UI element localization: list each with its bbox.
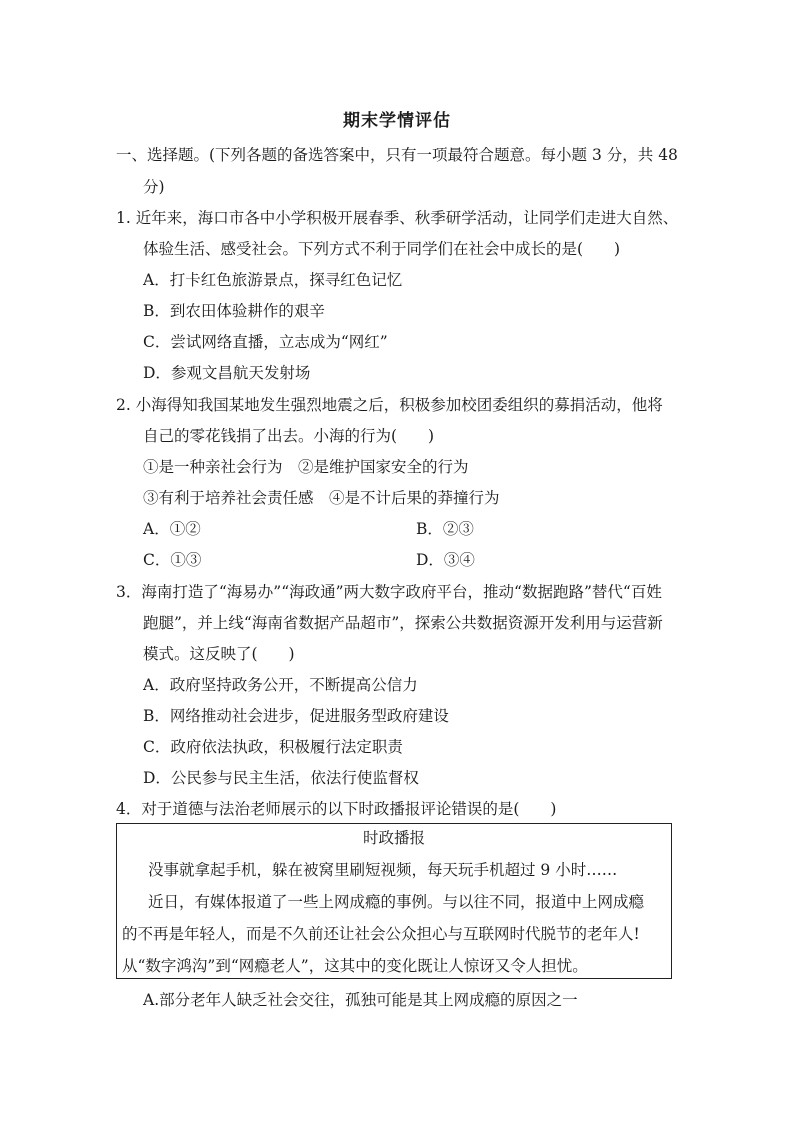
q2-statements-line2: ③有利于培养社会责任感 ④是不计后果的莽撞行为 xyxy=(143,489,500,507)
news-box-line1: 没事就拿起手机，躲在被窝里刷短视频，每天玩手机超过 9 小时…… xyxy=(148,861,618,879)
q4-stem-line1: 4．对于道德与法治老师展示的以下时政播报评论错误的是( ) xyxy=(116,800,557,818)
q2-option-b: B．②③ xyxy=(416,520,474,538)
q2-stem-line1: 2. 小海得知我国某地发生强烈地震之后，积极参加校团委组织的募捐活动，他将 xyxy=(116,396,663,414)
q3-stem-line1: 3．海南打造了“海易办”“海政通”两大数字政府平台，推动“数据跑路”替代“百姓 xyxy=(116,583,662,601)
news-box-line4: 从“数字鸿沟”到“网瘾老人”，这其中的变化既让人惊讶又令人担忧。 xyxy=(122,957,588,975)
page-title: 期末学情评估 xyxy=(343,111,451,131)
q1-stem-line2: 体验生活、感受社会。下列方式不利于同学们在社会中成长的是( ) xyxy=(143,240,621,258)
q3-stem-line2: 跑腿”，并上线“海南省数据产品超市”，探索公共数据资源开发利用与运营新 xyxy=(143,614,663,632)
q4-option-a: A.部分老年人缺乏社会交往，孤独可能是其上网成瘾的原因之一 xyxy=(143,991,578,1009)
news-box-line3: 的不再是年轻人，而是不久前还让社会公众担心与互联网时代脱节的老年人! xyxy=(122,925,640,943)
q2-option-c: C．①③ xyxy=(143,551,202,569)
q1-option-c: C．尝试网络直播，立志成为“网红” xyxy=(143,333,388,351)
q3-option-d: D．公民参与民主生活，依法行使监督权 xyxy=(143,769,419,787)
q1-option-a: A．打卡红色旅游景点，探寻红色记忆 xyxy=(143,271,403,289)
q2-stem-line2: 自己的零花钱捐了出去。小海的行为( ) xyxy=(143,427,435,445)
q3-option-a: A．政府坚持政务公开，不断提高公信力 xyxy=(143,676,418,694)
section-heading-cont: 分) xyxy=(143,178,165,196)
news-box-line2: 近日，有媒体报道了一些上网成瘾的事例。与以往不同，报道中上网成瘾 xyxy=(148,893,645,911)
news-box-title: 时政播报 xyxy=(362,829,425,847)
q2-statements-line1: ①是一种亲社会行为 ②是维护国家安全的行为 xyxy=(143,458,469,476)
q3-option-c: C．政府依法执政，积极履行法定职责 xyxy=(143,738,403,756)
section-heading: 一、选择题。(下列各题的备选答案中，只有一项最符合题意。每小题 3 分，共 48 xyxy=(116,146,678,164)
q2-option-d: D．③④ xyxy=(416,551,475,569)
q1-option-d: D．参观文昌航天发射场 xyxy=(143,364,311,382)
q2-option-a: A．①② xyxy=(143,520,201,538)
q1-option-b: B．到农田体验耕作的艰辛 xyxy=(143,302,325,320)
q1-stem-line1: 1. 近年来，海口市各中小学积极开展春季、秋季研学活动，让同学们走进大自然、 xyxy=(116,209,679,227)
q3-stem-line3: 模式。这反映了( ) xyxy=(143,645,295,663)
q3-option-b: B．网络推动社会进步，促进服务型政府建设 xyxy=(143,707,449,725)
